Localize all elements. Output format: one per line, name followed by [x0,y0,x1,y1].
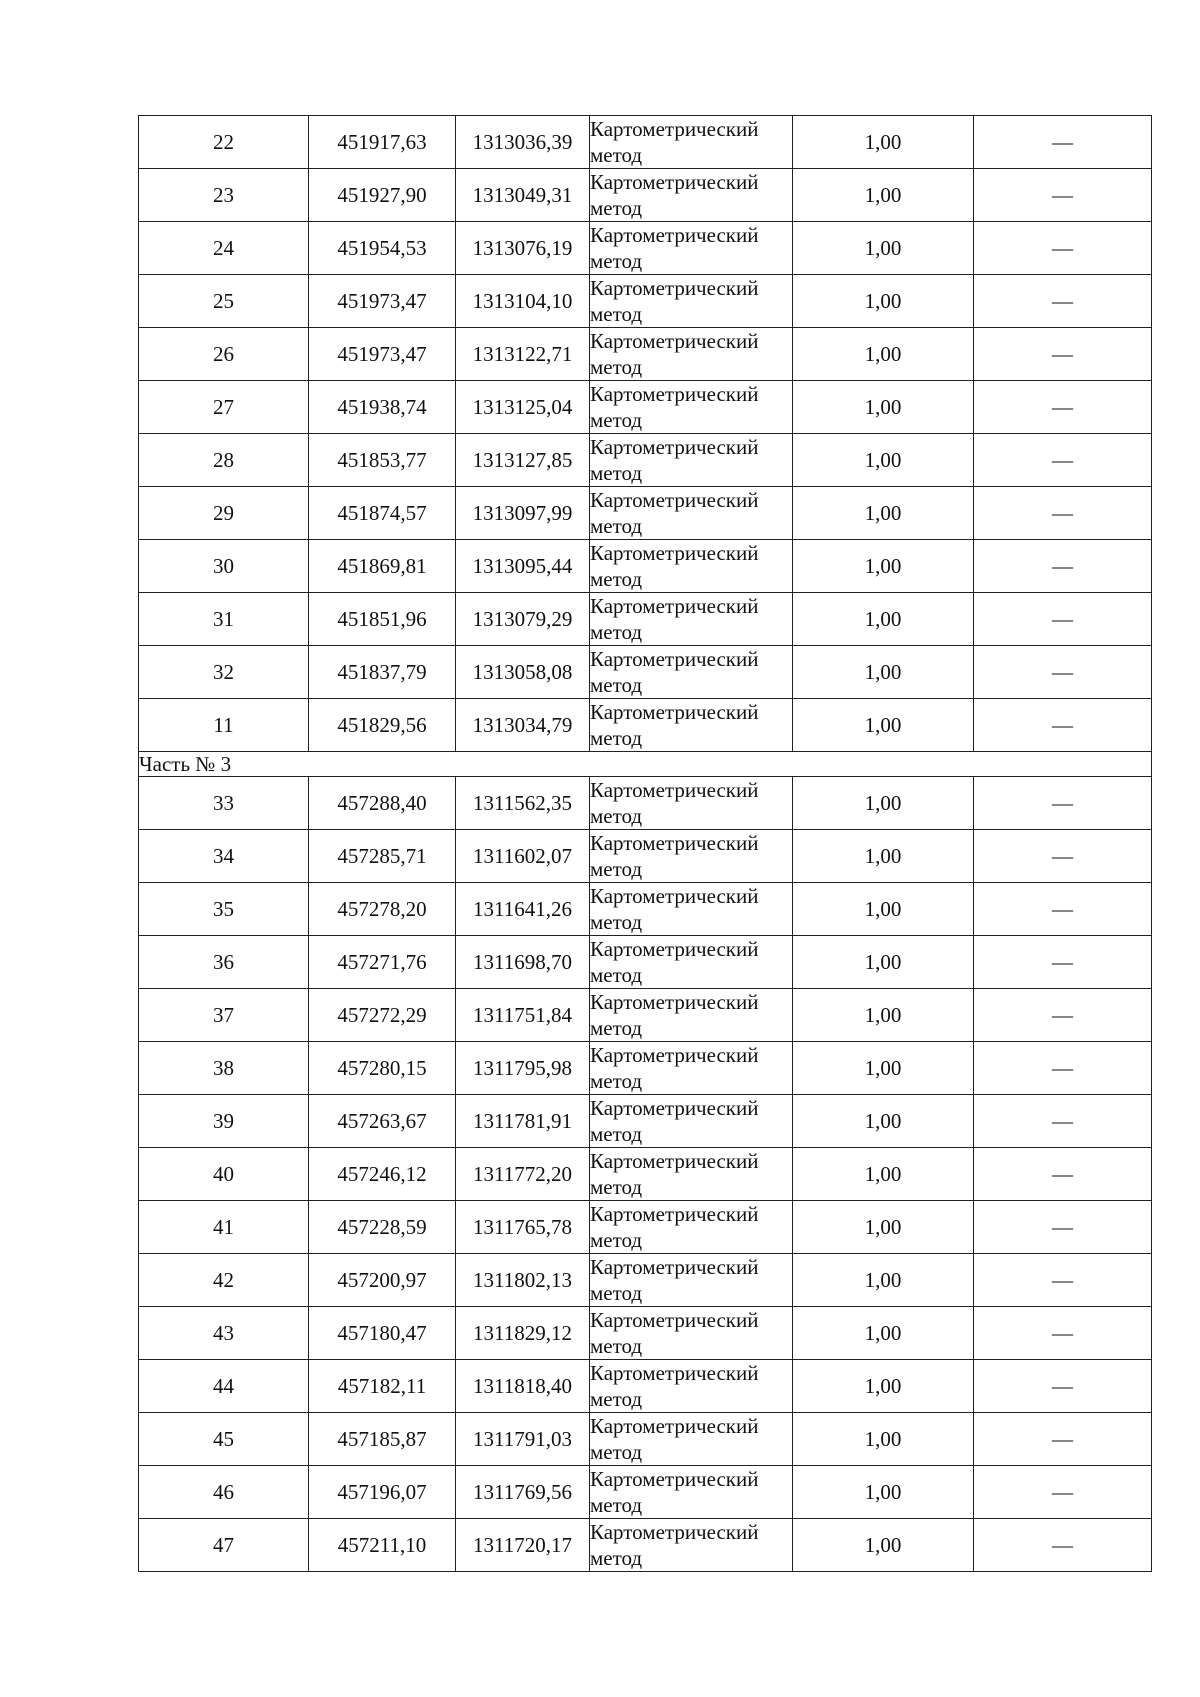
accuracy-cell: 1,00 [793,434,974,487]
method-cell [590,989,793,1042]
point-number-cell: 34 [139,830,309,883]
method-line-2: метод [590,857,643,882]
method-cell [590,1360,793,1413]
method-line-2: метод [590,1281,643,1306]
note-cell: — [974,434,1152,487]
accuracy-cell: 1,00 [793,1466,974,1519]
note-cell: — [974,1042,1152,1095]
x-coordinate-cell: 451837,79 [309,646,456,699]
accuracy-cell: 1,00 [793,540,974,593]
x-coordinate-cell: 457228,59 [309,1201,456,1254]
note-cell: — [974,116,1152,169]
table-row [139,381,1152,434]
y-coordinate-cell: 1311562,35 [456,777,590,830]
point-number-cell: 23 [139,169,309,222]
point-number-cell: 47 [139,1519,309,1572]
note-cell: — [974,381,1152,434]
method-line-2: метод [590,1016,643,1041]
method-line-1: Картометрический [590,647,759,671]
method-cell [590,646,793,699]
method-line-2: метод [590,620,643,644]
method-line-1: Картометрический [590,1202,759,1227]
point-number-cell: 27 [139,381,309,434]
x-coordinate-cell: 451973,47 [309,328,456,381]
method-cell [590,434,793,487]
method-line-1: Картометрический [590,223,759,247]
table-row [139,434,1152,487]
note-cell: — [974,1466,1152,1519]
accuracy-cell: 1,00 [793,1307,974,1360]
method-line-2: метод [590,143,643,167]
table-row [139,593,1152,646]
table-row [139,169,1152,222]
accuracy-cell: 1,00 [793,883,974,936]
note-cell: — [974,646,1152,699]
y-coordinate-cell: 1313122,71 [456,328,590,381]
x-coordinate-cell: 451874,57 [309,487,456,540]
method-line-1: Картометрический [590,117,759,141]
table-row [139,936,1152,989]
method-line-2: метод [590,963,643,988]
note-cell: — [974,593,1152,646]
accuracy-cell: 1,00 [793,1148,974,1201]
point-number-cell: 41 [139,1201,309,1254]
y-coordinate-cell: 1311765,78 [456,1201,590,1254]
method-line-1: Картометрический [590,541,759,565]
method-line-2: метод [590,302,643,326]
point-number-cell: 43 [139,1307,309,1360]
method-cell [590,487,793,540]
method-line-1: Картометрический [590,276,759,300]
table-row [139,328,1152,381]
table-row [139,830,1152,883]
point-number-cell: 28 [139,434,309,487]
method-line-1: Картометрический [590,831,759,856]
note-cell: — [974,328,1152,381]
x-coordinate-cell: 457182,11 [309,1360,456,1413]
note-cell: — [974,487,1152,540]
y-coordinate-cell: 1313049,31 [456,169,590,222]
method-cell [590,1519,793,1572]
table-row [139,1360,1152,1413]
y-coordinate-cell: 1311698,70 [456,936,590,989]
x-coordinate-cell: 451917,63 [309,116,456,169]
x-coordinate-cell: 457196,07 [309,1466,456,1519]
method-cell [590,830,793,883]
table-row [139,540,1152,593]
x-coordinate-cell: 457200,97 [309,1254,456,1307]
method-cell [590,593,793,646]
accuracy-cell: 1,00 [793,275,974,328]
point-number-cell: 38 [139,1042,309,1095]
x-coordinate-cell: 451927,90 [309,169,456,222]
note-cell: — [974,830,1152,883]
accuracy-cell: 1,00 [793,1201,974,1254]
x-coordinate-cell: 457272,29 [309,989,456,1042]
table-row [139,699,1152,752]
y-coordinate-cell: 1311781,91 [456,1095,590,1148]
method-line-2: метод [590,249,643,273]
method-cell [590,1201,793,1254]
x-coordinate-cell: 457288,40 [309,777,456,830]
method-cell [590,1413,793,1466]
accuracy-cell: 1,00 [793,116,974,169]
method-cell [590,169,793,222]
method-line-2: метод [590,1334,643,1359]
point-number-cell: 46 [139,1466,309,1519]
x-coordinate-cell: 451851,96 [309,593,456,646]
method-line-2: метод [590,461,643,485]
method-line-1: Картометрический [590,1520,759,1545]
method-line-2: метод [590,1069,643,1094]
y-coordinate-cell: 1313058,08 [456,646,590,699]
y-coordinate-cell: 1313079,29 [456,593,590,646]
x-coordinate-cell: 451853,77 [309,434,456,487]
coordinates-table-body [139,116,1152,1572]
point-number-cell: 22 [139,116,309,169]
note-cell: — [974,989,1152,1042]
method-cell [590,777,793,830]
method-cell [590,1042,793,1095]
note-cell: — [974,1201,1152,1254]
x-coordinate-cell: 457278,20 [309,883,456,936]
method-line-1: Картометрический [590,1255,759,1280]
method-line-1: Картометрический [590,937,759,962]
note-cell: — [974,1095,1152,1148]
y-coordinate-cell: 1313076,19 [456,222,590,275]
method-line-1: Картометрический [590,1308,759,1333]
method-line-2: метод [590,514,643,538]
note-cell: — [974,936,1152,989]
y-coordinate-cell: 1313104,10 [456,275,590,328]
method-line-1: Картометрический [590,1149,759,1174]
method-cell [590,1095,793,1148]
x-coordinate-cell: 451938,74 [309,381,456,434]
method-cell [590,1254,793,1307]
method-line-2: метод [590,726,643,750]
accuracy-cell: 1,00 [793,1254,974,1307]
y-coordinate-cell: 1313125,04 [456,381,590,434]
method-cell [590,116,793,169]
x-coordinate-cell: 451954,53 [309,222,456,275]
note-cell: — [974,1413,1152,1466]
method-cell [590,936,793,989]
table-row [139,1148,1152,1201]
note-cell: — [974,1519,1152,1572]
point-number-cell: 39 [139,1095,309,1148]
accuracy-cell: 1,00 [793,830,974,883]
y-coordinate-cell: 1311602,07 [456,830,590,883]
method-cell [590,381,793,434]
accuracy-cell: 1,00 [793,936,974,989]
accuracy-cell: 1,00 [793,1413,974,1466]
x-coordinate-cell: 451869,81 [309,540,456,593]
table-row [139,646,1152,699]
method-line-2: метод [590,910,643,935]
table-row [139,1201,1152,1254]
method-cell [590,540,793,593]
method-line-1: Картометрический [590,1043,759,1068]
y-coordinate-cell: 1311795,98 [456,1042,590,1095]
accuracy-cell: 1,00 [793,1042,974,1095]
method-cell [590,1307,793,1360]
accuracy-cell: 1,00 [793,1519,974,1572]
y-coordinate-cell: 1311802,13 [456,1254,590,1307]
x-coordinate-cell: 457180,47 [309,1307,456,1360]
note-cell: — [974,1307,1152,1360]
method-cell [590,699,793,752]
point-number-cell: 33 [139,777,309,830]
x-coordinate-cell: 457185,87 [309,1413,456,1466]
note-cell: — [974,275,1152,328]
section-header-row [139,752,1152,777]
y-coordinate-cell: 1311791,03 [456,1413,590,1466]
point-number-cell: 11 [139,699,309,752]
method-line-1: Картометрический [590,1414,759,1439]
table-row [139,275,1152,328]
note-cell: — [974,169,1152,222]
x-coordinate-cell: 457263,67 [309,1095,456,1148]
method-cell [590,328,793,381]
point-number-cell: 37 [139,989,309,1042]
point-number-cell: 29 [139,487,309,540]
accuracy-cell: 1,00 [793,1360,974,1413]
method-line-1: Картометрический [590,594,759,618]
table-row [139,1466,1152,1519]
method-line-2: метод [590,1440,643,1465]
method-line-1: Картометрический [590,1096,759,1121]
method-line-2: метод [590,804,643,829]
point-number-cell: 32 [139,646,309,699]
accuracy-cell: 1,00 [793,699,974,752]
note-cell: — [974,883,1152,936]
accuracy-cell: 1,00 [793,487,974,540]
y-coordinate-cell: 1313097,99 [456,487,590,540]
point-number-cell: 26 [139,328,309,381]
method-line-2: метод [590,673,643,697]
point-number-cell: 44 [139,1360,309,1413]
y-coordinate-cell: 1313095,44 [456,540,590,593]
method-line-2: метод [590,1493,643,1518]
section-label: Часть № 3 [139,752,1152,777]
table-row [139,1307,1152,1360]
table-row [139,222,1152,275]
note-cell: — [974,540,1152,593]
note-cell: — [974,1360,1152,1413]
table-row [139,1413,1152,1466]
method-line-2: метод [590,1122,643,1147]
accuracy-cell: 1,00 [793,989,974,1042]
method-line-1: Картометрический [590,435,759,459]
y-coordinate-cell: 1313127,85 [456,434,590,487]
method-cell [590,883,793,936]
point-number-cell: 30 [139,540,309,593]
method-line-1: Картометрический [590,884,759,909]
table-row [139,989,1152,1042]
coordinates-table [138,115,1152,1572]
method-line-2: метод [590,1175,643,1200]
point-number-cell: 40 [139,1148,309,1201]
method-line-2: метод [590,1387,643,1412]
method-line-1: Картометрический [590,1467,759,1492]
y-coordinate-cell: 1311769,56 [456,1466,590,1519]
method-cell [590,1466,793,1519]
x-coordinate-cell: 457246,12 [309,1148,456,1201]
accuracy-cell: 1,00 [793,381,974,434]
note-cell: — [974,777,1152,830]
point-number-cell: 31 [139,593,309,646]
method-line-1: Картометрический [590,382,759,406]
x-coordinate-cell: 457280,15 [309,1042,456,1095]
note-cell: — [974,699,1152,752]
point-number-cell: 36 [139,936,309,989]
note-cell: — [974,1148,1152,1201]
accuracy-cell: 1,00 [793,777,974,830]
accuracy-cell: 1,00 [793,593,974,646]
y-coordinate-cell: 1311772,20 [456,1148,590,1201]
point-number-cell: 35 [139,883,309,936]
accuracy-cell: 1,00 [793,328,974,381]
table-row [139,1519,1152,1572]
accuracy-cell: 1,00 [793,646,974,699]
y-coordinate-cell: 1313036,39 [456,116,590,169]
note-cell: — [974,222,1152,275]
method-line-2: метод [590,355,643,379]
method-line-1: Картометрический [590,990,759,1015]
y-coordinate-cell: 1311641,26 [456,883,590,936]
method-line-1: Картометрический [590,1361,759,1386]
y-coordinate-cell: 1311829,12 [456,1307,590,1360]
y-coordinate-cell: 1313034,79 [456,699,590,752]
y-coordinate-cell: 1311720,17 [456,1519,590,1572]
y-coordinate-cell: 1311818,40 [456,1360,590,1413]
table-row [139,777,1152,830]
method-line-1: Картометрический [590,329,759,353]
x-coordinate-cell: 451973,47 [309,275,456,328]
point-number-cell: 25 [139,275,309,328]
method-line-2: метод [590,196,643,220]
method-line-1: Картометрический [590,778,759,803]
table-row [139,487,1152,540]
method-line-2: метод [590,408,643,432]
method-line-2: метод [590,567,643,591]
method-line-1: Картометрический [590,700,759,724]
point-number-cell: 45 [139,1413,309,1466]
accuracy-cell: 1,00 [793,1095,974,1148]
x-coordinate-cell: 457271,76 [309,936,456,989]
accuracy-cell: 1,00 [793,169,974,222]
x-coordinate-cell: 451829,56 [309,699,456,752]
method-line-1: Картометрический [590,488,759,512]
point-number-cell: 42 [139,1254,309,1307]
method-line-2: метод [590,1546,643,1571]
method-line-2: метод [590,1228,643,1253]
y-coordinate-cell: 1311751,84 [456,989,590,1042]
x-coordinate-cell: 457211,10 [309,1519,456,1572]
table-row [139,116,1152,169]
x-coordinate-cell: 457285,71 [309,830,456,883]
table-row [139,1254,1152,1307]
method-cell [590,222,793,275]
method-line-1: Картометрический [590,170,759,194]
method-cell [590,275,793,328]
note-cell: — [974,1254,1152,1307]
table-row [139,1042,1152,1095]
accuracy-cell: 1,00 [793,222,974,275]
point-number-cell: 24 [139,222,309,275]
table-row [139,883,1152,936]
table-row [139,1095,1152,1148]
method-cell [590,1148,793,1201]
